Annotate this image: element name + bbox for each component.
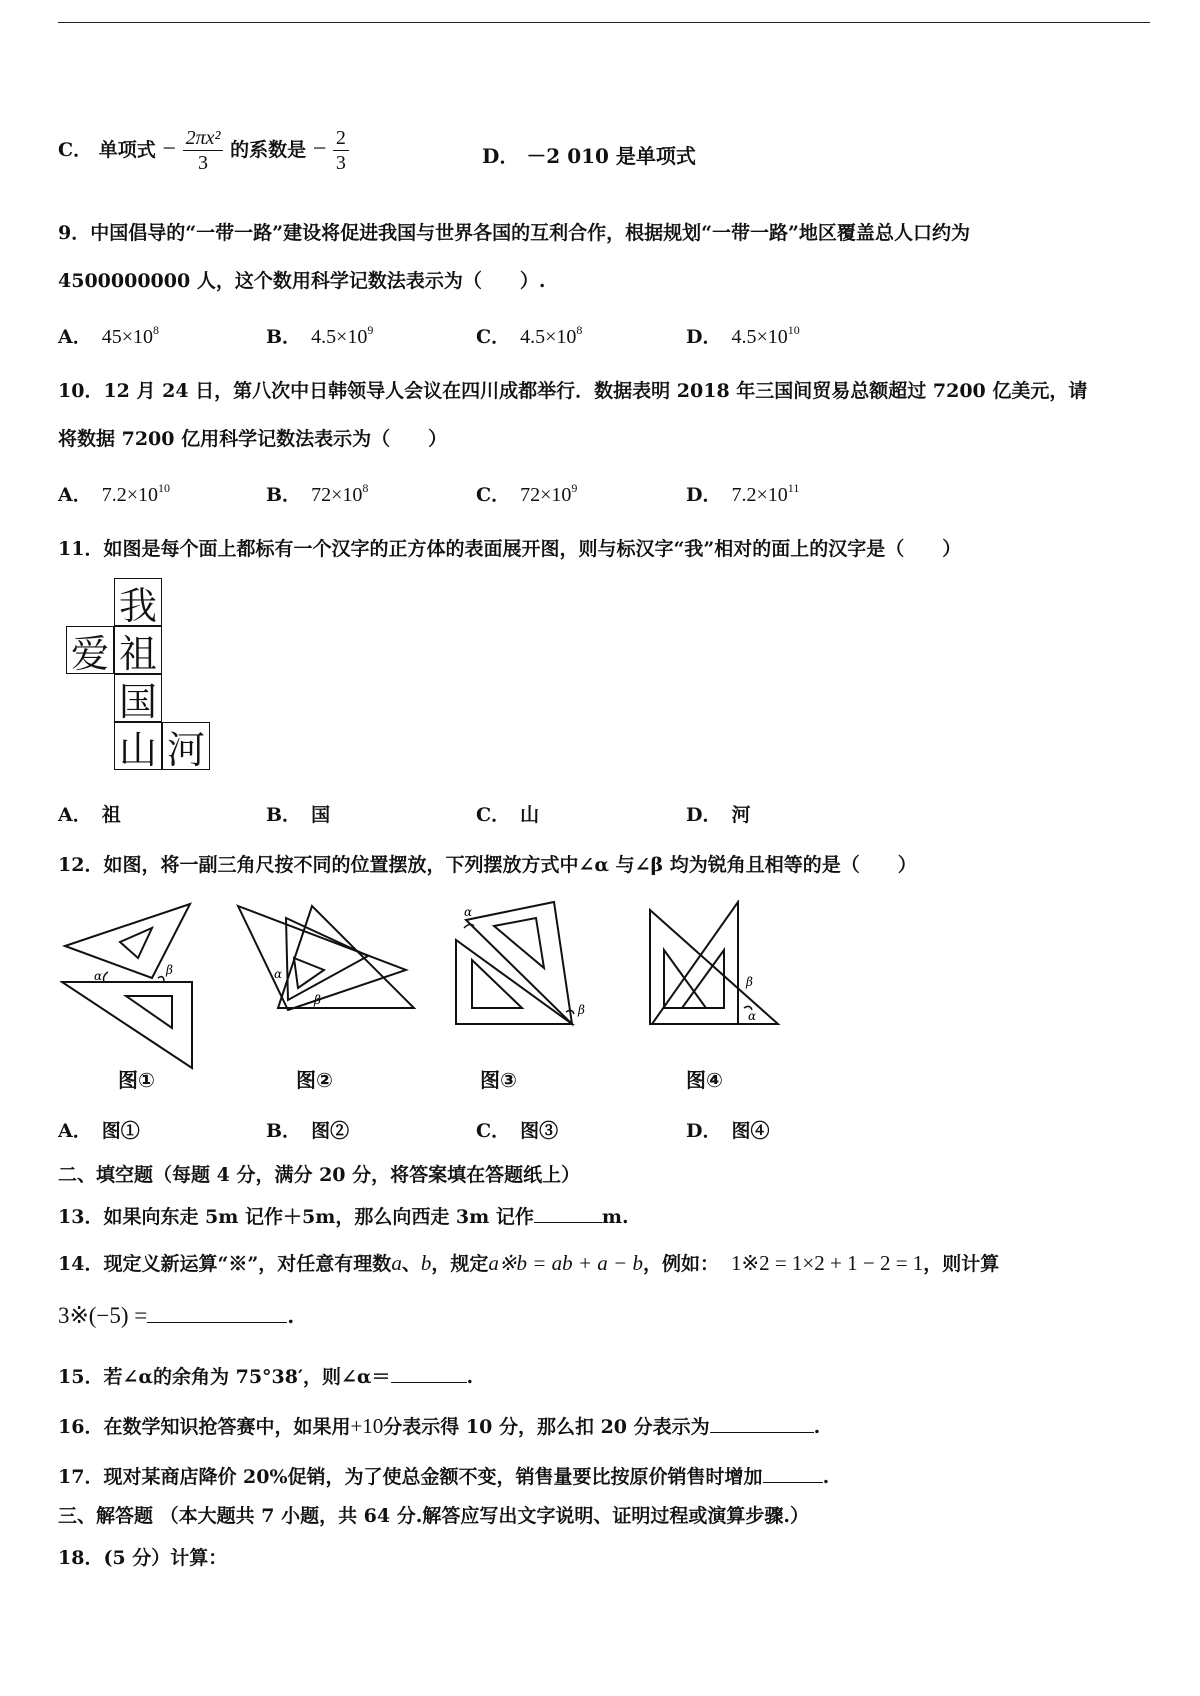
q17: 17．现对某商店降价 20%促销，为了使总金额不变，销售量要比按原价销售时增加 .	[58, 1462, 1150, 1490]
net-face-guo: 国	[114, 674, 162, 722]
q9-option-b: B． $4.5\times 10^9$	[266, 323, 374, 348]
net-face-zu: 祖	[114, 626, 162, 674]
q10-options	[58, 480, 958, 510]
q8-c-frac-den: 3	[198, 152, 209, 174]
q8-c-fraction	[183, 126, 224, 175]
fig4-alpha-label: α	[748, 1009, 757, 1023]
q12-option-d: D． 图④	[686, 1120, 770, 1142]
fig3-caption: 图③	[480, 1068, 517, 1092]
fig1-beta-label: β	[166, 963, 173, 977]
q11-option-d: D． 河	[686, 804, 751, 826]
q16-answer-blank	[710, 1412, 814, 1433]
fig4-caption: 图④	[686, 1068, 723, 1092]
net-face-he: 河	[162, 722, 210, 770]
q11-option-b: B． 国	[266, 804, 331, 826]
q18: 18．(5 分）计算：	[58, 1547, 228, 1569]
q8-c-frac-num: 2πx²	[183, 126, 224, 151]
q14-rule: a※b = ab + a − b	[488, 1251, 643, 1275]
fig1-alpha-label: α	[94, 969, 103, 983]
q17-answer-blank	[763, 1462, 823, 1483]
q14-line1: 14．现定义新运算“※”，对任意有理数a、b，规定a※b = ab + a − b，例如： 1※2 = 1×2 + 1 − 2 = 1，则计算	[58, 1251, 1000, 1275]
q13-tail: m.	[601, 1206, 629, 1228]
fig2-caption: 图②	[296, 1068, 333, 1092]
q15-answer-blank	[391, 1362, 467, 1383]
q9-option-a: A． $45\times 10^8$	[58, 323, 160, 348]
cube-net-figure	[64, 578, 224, 788]
q12-option-c: C． 图③	[476, 1120, 559, 1142]
section-3-heading: 三、解答题 （本大题共 7 小题，共 64 分.解答应写出文字说明、证明过程或演算步骤.）	[58, 1505, 809, 1527]
fig1-caption: 图①	[118, 1068, 155, 1092]
q14-expression: 3※(−5) =	[58, 1303, 148, 1328]
q10-option-b: B． $72\times 10^8$	[266, 481, 369, 506]
q8-d-text: －2 010 是单项式	[526, 144, 696, 168]
q8-c-coef	[333, 126, 349, 175]
q8-c-text2: 的系数是	[230, 138, 307, 161]
q14-example: 1※2 = 1×2 + 1 − 2 = 1	[730, 1251, 924, 1275]
q8-c-label: C．	[58, 138, 93, 161]
q14-answer-blank	[147, 1302, 287, 1323]
fig3-alpha-label: α	[464, 905, 473, 919]
q11-options	[58, 800, 958, 830]
q9-options	[58, 322, 958, 352]
q12-stem: 12．如图，将一副三角尺按不同的位置摆放，下列摆放方式中∠α 与∠β 均为锐角且相等的是（ ）	[58, 854, 917, 876]
q17-text: 17．现对某商店降价 20%促销，为了使总金额不变，销售量要比按原价销售时增加	[58, 1466, 763, 1488]
q8-c-text1: 单项式	[98, 138, 156, 161]
q11-option-a: A． 祖	[58, 804, 121, 826]
section-2-heading: 二、填空题（每题 4 分，满分 20 分，将答案填在答题纸上）	[58, 1164, 581, 1186]
q8-c-coef-den: 3	[335, 152, 346, 174]
net-face-ai: 爱	[66, 626, 114, 674]
q9-stem-line1: 9．中国倡导的“一带一路”建设将促进我国与世界各国的互利合作，根据规划“一带一路”地区覆盖总人口约为	[58, 222, 970, 244]
q12-figure-2	[236, 900, 416, 1030]
q8-option-c: C． 单项式 − $\frac{\text{2πx²}}{3}$ 的系数是 − $\frac{2}{3}$	[58, 139, 349, 161]
q8-c-coef-num: 2	[333, 126, 349, 151]
q12-figure-4	[648, 900, 788, 1030]
q14-line2: 3※(−5) = .	[58, 1303, 295, 1328]
q13-answer-blank	[534, 1202, 602, 1223]
q12-option-a: A． 图①	[58, 1120, 140, 1142]
q15-text: 15．若∠α的余角为 75°38′，则∠α＝	[58, 1366, 391, 1388]
q9-option-d: D． $4.5\times 10^{10}$	[686, 323, 800, 348]
fig4-beta-label: β	[746, 975, 753, 989]
q13	[58, 1202, 1150, 1230]
q10-option-c: C． $72\times 10^9$	[476, 481, 578, 506]
q9-option-c: C． $4.5\times 10^8$	[476, 323, 583, 348]
q8-option-d	[482, 134, 696, 178]
q8-d-label: D．	[482, 144, 520, 168]
q12-figure-1	[60, 900, 210, 1070]
q10-stem-line1: 10．12 月 24 日，第八次中日韩领导人会议在四川成都举行．数据表明 2018 年三国间贸易总额超过 7200 亿美元，请	[58, 380, 1088, 402]
fig2-beta-label: β	[314, 993, 321, 1007]
net-face-shan: 山	[114, 722, 162, 770]
net-face-wo: 我	[114, 578, 162, 626]
q12-figure-3	[454, 900, 604, 1030]
q8-options	[58, 126, 1150, 186]
header-rule	[58, 22, 1150, 23]
q10-option-d: D． $7.2\times 10^{11}$	[686, 481, 800, 506]
fig3-beta-label: β	[578, 1003, 585, 1017]
fig2-alpha-label: α	[274, 967, 283, 981]
q16: 16．在数学知识抢答赛中，如果用+10分表示得 10 分，那么扣 20 分表示为 .	[58, 1414, 821, 1438]
q13-text: 13．如果向东走 5m 记作＋5m，那么向西走 3m 记作	[58, 1206, 534, 1228]
q12-options	[58, 1116, 958, 1146]
q10-stem-line2: 将数据 7200 亿用科学记数法表示为（ ）	[58, 428, 448, 450]
q11-option-c: C． 山	[476, 804, 540, 826]
q12-option-b: B． 图②	[266, 1120, 350, 1142]
q15: 15．若∠α的余角为 75°38′，则∠α＝ .	[58, 1362, 1150, 1390]
q10-option-a: A． $7.2\times 10^{10}$	[58, 481, 171, 506]
q9-stem-line2: 4500000000 人，这个数用科学记数法表示为（ ）.	[58, 270, 546, 292]
q11-stem: 11．如图是每个面上都标有一个汉字的正方体的表面展开图，则与标汉字“我”相对的面上的汉字是（ ）	[58, 538, 962, 560]
